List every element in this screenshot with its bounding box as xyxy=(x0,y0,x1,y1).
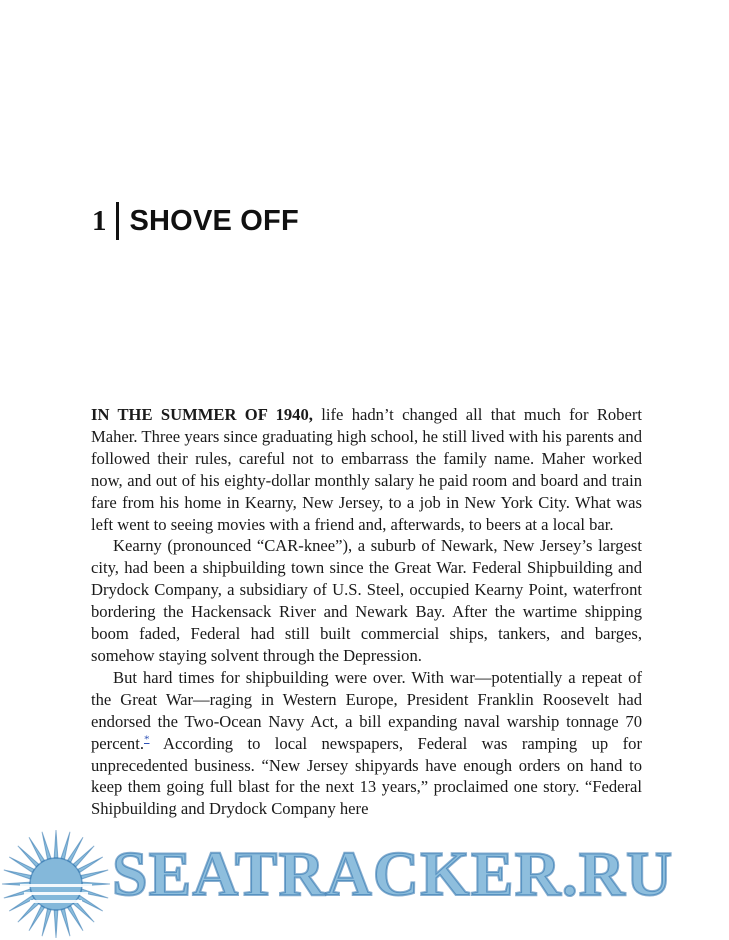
paragraph-2-text: Kearny (pronounced “CAR-knee”), a suburb of Newark, New Jersey’s largest city, had been a shipbuilding town since the Great War. Federal Shipbuilding and Drydock Company, a subsidiary of U.S. Steel, occupied Kearny Point, waterfront bordering the Hackensack River and Newark Bay. After the wartime shipping boom faded, Federal had still built commercial ships, tankers, and barges, somehow staying solvent through the Depression. xyxy=(91,536,642,665)
sun-ray xyxy=(67,906,83,931)
paragraph-2 xyxy=(91,535,642,666)
paragraph-3-text-b: According to local newspapers, Federal was ramping up for unprecedented business. “New Jersey shipyards have enough orders on hand to keep them going full blast for the next 13 years,” proclaimed one story. “Federal Shipbuilding and Drydock Company here xyxy=(91,733,642,819)
chapter-body xyxy=(91,404,642,820)
sun-burst-icon xyxy=(0,828,112,940)
sun-ray xyxy=(54,910,58,938)
sun-ray xyxy=(61,909,70,937)
sun-ray xyxy=(29,837,45,862)
lead-in: IN THE SUMMER OF 1940, xyxy=(91,405,313,424)
sun-ray xyxy=(81,889,109,898)
sun-ray xyxy=(78,895,103,911)
sun-ray xyxy=(42,832,51,860)
sun-ray xyxy=(29,906,45,931)
chapter-divider xyxy=(116,202,119,240)
footnote-link[interactable]: * xyxy=(143,733,150,746)
chapter-number: 1 xyxy=(92,204,107,237)
sun-ray xyxy=(81,870,109,879)
paragraph-1 xyxy=(91,404,642,535)
sun-ray xyxy=(18,901,39,922)
sun-ray xyxy=(73,846,94,867)
chapter-title: SHOVE OFF xyxy=(129,204,299,237)
sun-ray xyxy=(18,846,39,867)
sun-ray xyxy=(67,837,83,862)
sun-ray xyxy=(42,909,51,937)
sun-ray xyxy=(9,895,34,911)
paragraph-3 xyxy=(91,667,642,820)
sun-ray xyxy=(73,901,94,922)
sun-ray xyxy=(4,889,32,898)
paragraph-1-text: life hadn’t changed all that much for Robert Maher. Three years since graduating high school, he still lived with his parents and followed their rules, careful not to embarrass the family name. Maher worked now, and out of his eighty-dollar monthly salary he paid room and board and train fare from his home in Kearny, New Jersey, to a job in New York City. What was left went to seeing movies with a friend and, afterwards, to beers at a local bar. xyxy=(91,405,642,534)
chapter-heading xyxy=(92,200,299,242)
watermark xyxy=(0,828,729,940)
sun-ray xyxy=(78,857,103,873)
sun-ray xyxy=(82,882,110,886)
watermark-text: SEATRACKER.RU xyxy=(112,838,674,909)
sun-ray xyxy=(61,832,70,860)
sun-ray xyxy=(4,870,32,879)
sun-ray xyxy=(9,857,34,873)
sun-ray xyxy=(54,830,58,858)
paragraph-3-text-a: But hard times for shipbuilding were over. With war—potentially a repeat of the Great War—raging in Western Europe, President Franklin Roosevelt had endorsed the Two-Ocean Navy Act, a bill expanding naval warship tonnage 70 percent. xyxy=(91,667,642,753)
sun-ray xyxy=(2,882,30,886)
